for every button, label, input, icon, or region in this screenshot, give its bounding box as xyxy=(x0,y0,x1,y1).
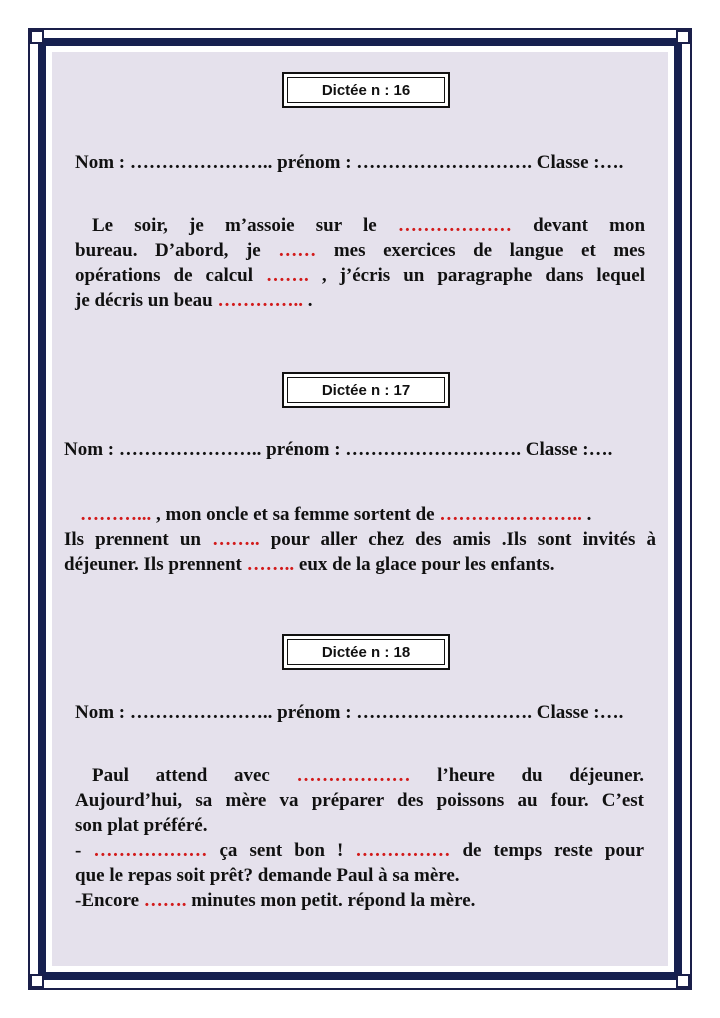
dictee-17-title: Dictée n : 17 xyxy=(287,377,445,403)
dictee-18-line-1: Paul attend avec ……………… l’heure du déjeuner. xyxy=(92,765,644,786)
dictee-18-title-box xyxy=(282,634,450,670)
corner-ornament xyxy=(676,974,690,988)
corner-ornament xyxy=(30,30,44,44)
dictee-17-line-1: ………... , mon oncle et sa femme sortent de ………………….. . xyxy=(80,504,592,525)
dictee-18-nom-line: Nom : ………………….. prénom : ………………………. Classe :…. xyxy=(75,702,624,723)
dictee-18-line-5: que le repas soit prêt? demande Paul à sa mère. xyxy=(75,865,460,886)
dictee-16-title-box xyxy=(282,72,450,108)
dictee-18-title: Dictée n : 18 xyxy=(287,639,445,665)
corner-ornament xyxy=(30,974,44,988)
dictee-17-line-2: Ils prennent un …….. pour aller chez des amis .Ils sont invités à xyxy=(64,529,656,550)
dictee-17-nom-line: Nom : ………………….. prénom : ………………………. Classe :…. xyxy=(64,439,613,460)
dictee-17-line-3: déjeuner. Ils prennent …….. eux de la glace pour les enfants. xyxy=(64,554,555,575)
dictee-16-title: Dictée n : 16 xyxy=(287,77,445,103)
dictee-16-line-3: opérations de calcul ……. , j’écris un paragraphe dans lequel xyxy=(75,265,645,286)
dictee-16-line-4: je décris un beau ………….. . xyxy=(75,290,313,311)
dictee-16-nom-line: Nom : ………………….. prénom : ………………………. Classe :…. xyxy=(75,152,624,173)
dictee-17-title-box xyxy=(282,372,450,408)
corner-ornament xyxy=(676,30,690,44)
dictee-18-line-3: son plat préféré. xyxy=(75,815,208,836)
dictee-16-line-1: Le soir, je m’assoie sur le ……………… devant mon xyxy=(92,215,646,236)
dictee-18-line-4: - ……………… ça sent bon ! …………… de temps reste pour xyxy=(75,840,645,861)
dictee-18-line-2: Aujourd’hui, sa mère va préparer des poissons au four. C’est xyxy=(75,790,644,811)
dictee-16-line-2: bureau. D’abord, je …… mes exercices de langue et mes xyxy=(75,240,646,261)
dictee-18-line-6: -Encore ……. minutes mon petit. répond la mère. xyxy=(75,890,476,911)
